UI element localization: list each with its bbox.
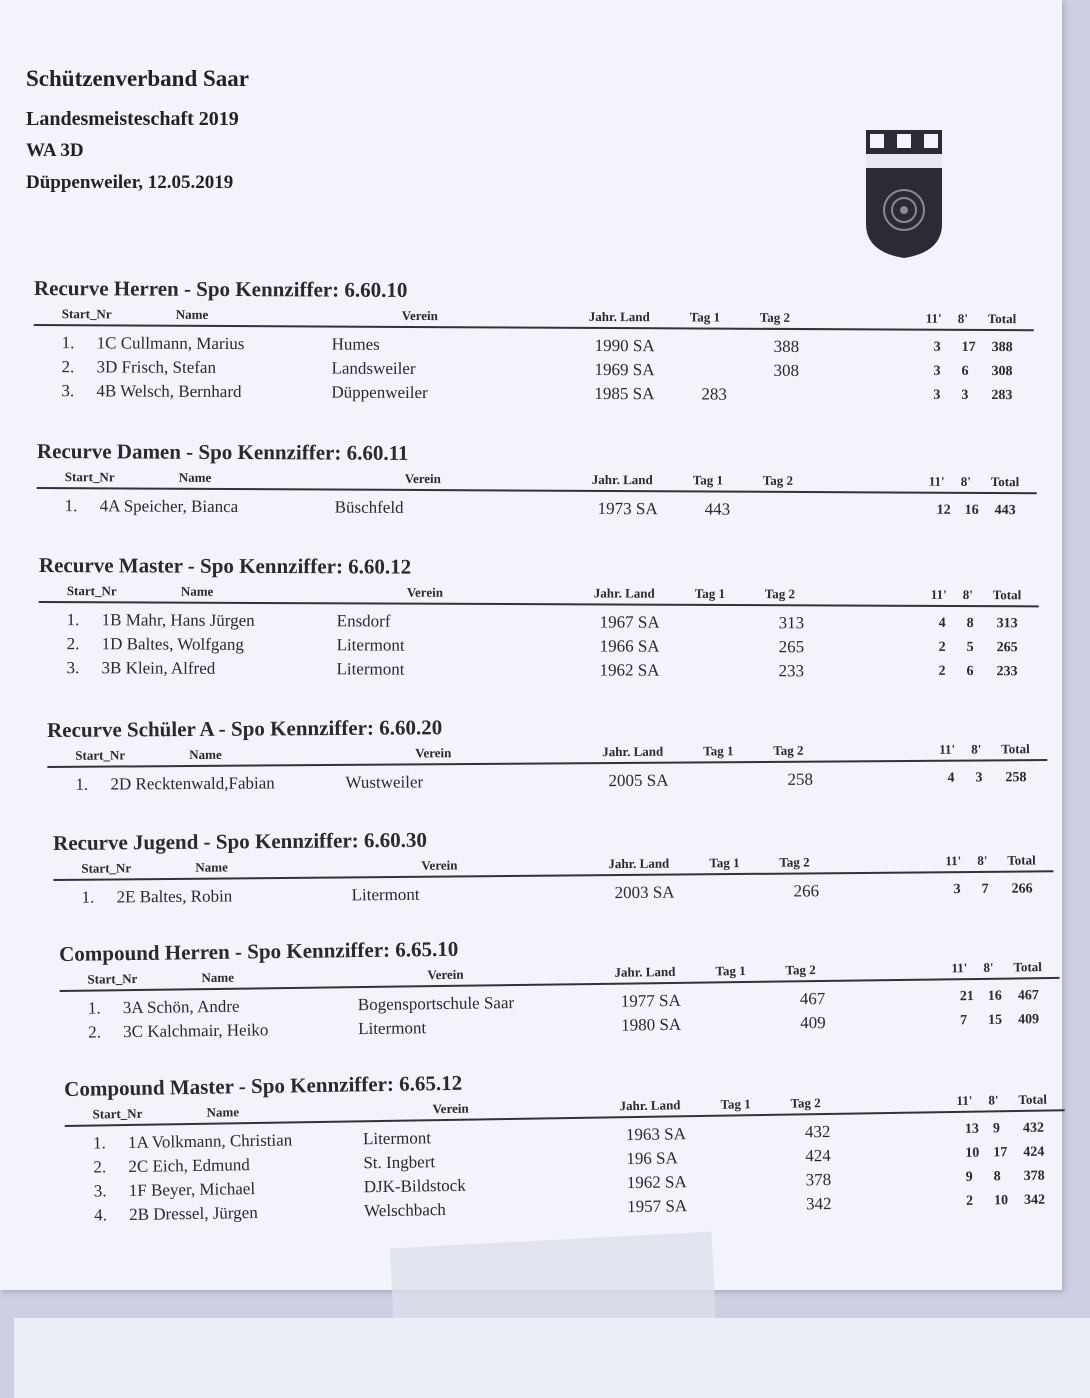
column-header-jahr-land: Jahr. Land	[593, 585, 655, 601]
column-header-acht: 8'	[983, 959, 994, 975]
cell-tag2: 313	[778, 613, 805, 633]
cell-elf: 12	[936, 502, 951, 518]
column-header-tag1: Tag 1	[692, 472, 724, 488]
cell-verein: Büschfeld	[334, 497, 404, 517]
cell-acht: 3	[961, 387, 969, 403]
cell-rank: 3.	[61, 381, 75, 401]
section-title: Recurve Damen - Spo Kennziffer: 6.60.11	[36, 439, 409, 465]
section-title: Recurve Herren - Spo Kennziffer: 6.60.10	[33, 276, 408, 302]
cell-tag2: 388	[773, 336, 800, 357]
cell-verein: Litermont	[351, 884, 420, 905]
cell-jahr-land: 1957 SA	[626, 1196, 688, 1217]
federation-logo-icon	[864, 128, 944, 260]
cell-start-name: 2B Dressel, Jürgen	[129, 1202, 258, 1224]
column-header-name: Name	[189, 746, 222, 763]
cell-elf: 3	[953, 882, 961, 898]
cell-tag2: 308	[773, 360, 800, 381]
column-header-start-nr: Start_Nr	[81, 860, 132, 876]
cell-jahr-land: 1985 SA	[594, 383, 655, 404]
cell-rank: 2.	[88, 1022, 102, 1042]
cell-verein: Litermont	[336, 659, 405, 679]
cell-start-name: 1F Beyer, Michael	[128, 1179, 256, 1200]
cell-jahr-land: 1963 SA	[625, 1124, 687, 1145]
section-title: Compound Herren - Spo Kennziffer: 6.65.10	[59, 936, 459, 966]
column-header-name: Name	[175, 306, 209, 322]
cell-start-name: 3C Kalchmair, Heiko	[123, 1020, 269, 1042]
column-header-verein: Verein	[432, 1100, 469, 1117]
cell-elf: 3	[933, 339, 941, 355]
table-row	[47, 768, 1047, 799]
cell-start-name: 4B Welsch, Bernhard	[96, 381, 242, 402]
column-header-jahr-land: Jahr. Land	[591, 471, 653, 488]
cell-total: 443	[994, 503, 1016, 519]
column-header-elf: 11'	[930, 586, 947, 602]
cell-rank: 1.	[92, 1133, 106, 1153]
column-header-verein: Verein	[427, 966, 464, 983]
cell-tag2: 258	[787, 769, 814, 789]
column-header-tag1: Tag 1	[709, 855, 740, 871]
cell-start-name: 4A Speicher, Bianca	[99, 496, 239, 517]
cell-tag2: 233	[778, 661, 805, 681]
column-header-jahr-land: Jahr. Land	[614, 963, 676, 980]
cell-total: 388	[991, 340, 1013, 356]
cell-tag2: 266	[793, 881, 820, 901]
column-header-tag2: Tag 2	[779, 854, 810, 870]
cell-total: 258	[1005, 770, 1027, 786]
cell-acht: 9	[992, 1121, 1001, 1137]
column-header-total: Total	[992, 587, 1022, 603]
cell-rank: 2.	[93, 1157, 107, 1177]
cell-tag1: 443	[704, 499, 731, 519]
cell-total: 342	[1023, 1192, 1046, 1208]
cell-verein: Welschbach	[363, 1200, 446, 1221]
column-header-acht: 8'	[977, 852, 988, 868]
section-0	[33, 276, 1034, 431]
column-header-total: Total	[987, 310, 1017, 327]
cell-elf: 13	[964, 1121, 980, 1137]
cell-acht: 8	[966, 616, 974, 632]
cell-acht: 17	[993, 1145, 1008, 1161]
cell-total: 265	[996, 640, 1018, 656]
cell-total: 409	[1018, 1012, 1040, 1028]
cell-rank: 1.	[75, 774, 89, 794]
column-header-name: Name	[180, 583, 214, 599]
cell-verein: St. Ingbert	[363, 1152, 436, 1173]
column-header-start-nr: Start_Nr	[87, 970, 138, 987]
column-header-start-nr: Start_Nr	[66, 583, 117, 599]
cell-tag2: 467	[799, 988, 826, 1009]
cell-start-name: 3D Frisch, Stefan	[96, 357, 217, 377]
column-header-elf: 11'	[956, 1092, 973, 1108]
column-header-jahr-land: Jahr. Land	[588, 308, 650, 325]
cell-elf: 7	[960, 1013, 968, 1029]
cell-start-name: 2C Eich, Edmund	[128, 1155, 250, 1176]
cell-rank: 4.	[94, 1205, 108, 1225]
column-header-total: Total	[990, 473, 1020, 490]
cell-rank: 2.	[66, 634, 80, 654]
section-6	[64, 1061, 1066, 1227]
cell-jahr-land: 1962 SA	[599, 660, 660, 680]
cell-acht: 15	[988, 1012, 1003, 1028]
cell-jahr-land: 1969 SA	[594, 359, 655, 380]
column-header-tag1: Tag 1	[720, 1096, 751, 1112]
cell-total: 432	[1022, 1120, 1045, 1136]
column-header-name: Name	[178, 469, 212, 485]
cell-verein: Düppenweiler	[331, 382, 428, 403]
cell-acht: 3	[975, 770, 983, 786]
cell-jahr-land: 1990 SA	[594, 335, 655, 356]
cell-start-name: 1D Baltes, Wolfgang	[101, 634, 244, 654]
cell-elf: 10	[965, 1145, 980, 1161]
column-header-verein: Verein	[401, 307, 438, 324]
column-header-elf: 11'	[925, 310, 942, 326]
column-header-jahr-land: Jahr. Land	[619, 1097, 681, 1114]
cell-rank: 1.	[61, 333, 75, 353]
column-header-verein: Verein	[406, 584, 443, 600]
cell-verein: Litermont	[358, 1018, 427, 1039]
column-header-acht: 8'	[962, 587, 973, 603]
cell-total: 266	[1011, 881, 1033, 897]
cell-verein: Ensdorf	[336, 611, 391, 631]
cell-elf: 4	[947, 770, 955, 786]
cell-elf: 2	[965, 1193, 974, 1209]
cell-tag2: 342	[805, 1193, 832, 1214]
cell-elf: 3	[933, 387, 941, 403]
cell-acht: 8	[993, 1169, 1001, 1185]
cell-tag2: 432	[804, 1121, 831, 1142]
cell-verein: DJK-Bildstock	[363, 1175, 466, 1197]
cell-verein: Humes	[331, 334, 380, 354]
column-header-verein: Verein	[404, 470, 441, 487]
cell-verein: Bogensportschule Saar	[357, 993, 515, 1015]
cell-start-name: 1C Cullmann, Marius	[96, 333, 245, 354]
cell-jahr-land: 196 SA	[626, 1148, 678, 1169]
cell-rank: 3.	[93, 1181, 107, 1201]
cell-verein: Landsweiler	[331, 358, 416, 378]
column-header-start-nr: Start_Nr	[92, 1105, 143, 1122]
cell-start-name: 3B Klein, Alfred	[101, 658, 216, 678]
cell-acht: 7	[981, 881, 989, 897]
column-header-total: Total	[1001, 741, 1030, 757]
section-title: Recurve Schüler A - Spo Kennziffer: 6.60.20	[47, 715, 443, 742]
cell-total: 424	[1023, 1144, 1045, 1160]
cell-jahr-land: 2005 SA	[608, 770, 669, 791]
cell-tag2: 409	[799, 1012, 826, 1033]
cell-tag2: 378	[805, 1169, 832, 1190]
table-row	[33, 381, 1033, 410]
column-header-acht: 8'	[960, 473, 971, 489]
table-row	[38, 658, 1038, 686]
column-header-tag1: Tag 1	[689, 309, 721, 325]
cell-rank: 1.	[66, 610, 80, 630]
column-header-tag2: Tag 2	[790, 1095, 821, 1111]
cell-acht: 17	[961, 339, 976, 355]
section-2	[38, 553, 1039, 707]
cell-elf: 21	[959, 989, 974, 1005]
cell-total: 378	[1023, 1168, 1045, 1184]
column-header-jahr-land: Jahr. Land	[602, 743, 664, 760]
cell-acht: 6	[966, 664, 974, 680]
cell-tag2: 265	[778, 637, 805, 657]
column-header-acht: 8'	[988, 1092, 999, 1108]
cell-rank: 3.	[66, 658, 80, 678]
column-header-elf: 11'	[951, 960, 968, 976]
column-header-acht: 8'	[971, 741, 982, 757]
column-header-elf: 11'	[945, 853, 962, 869]
column-header-total: Total	[1018, 1091, 1048, 1108]
table-row	[53, 879, 1053, 912]
cell-start-name: 1A Volkmann, Christian	[127, 1130, 293, 1153]
cell-total: 308	[991, 364, 1013, 380]
cell-verein: Litermont	[362, 1128, 432, 1149]
place-date: Düppenweiler, 12.05.2019	[26, 172, 234, 193]
cell-acht: 5	[966, 640, 974, 656]
column-header-jahr-land: Jahr. Land	[608, 855, 670, 872]
column-header-tag2: Tag 2	[759, 309, 791, 325]
cell-total: 467	[1017, 988, 1039, 1004]
cell-jahr-land: 1966 SA	[599, 636, 660, 656]
cell-total: 233	[996, 664, 1018, 680]
cell-elf: 2	[938, 663, 946, 679]
section-title: Recurve Master - Spo Kennziffer: 6.60.12	[38, 553, 412, 579]
cell-jahr-land: 1962 SA	[626, 1172, 687, 1193]
federation-title: Schützenverband Saar	[26, 66, 249, 91]
cell-elf: 4	[938, 615, 946, 631]
column-header-verein: Verein	[415, 745, 452, 761]
cell-total: 283	[991, 388, 1013, 404]
cell-elf: 3	[933, 363, 941, 379]
column-header-start-nr: Start_Nr	[61, 306, 112, 322]
column-header-acht: 8'	[957, 310, 968, 326]
column-header-verein: Verein	[421, 857, 458, 873]
cell-verein: Litermont	[336, 635, 405, 655]
column-header-total: Total	[1013, 959, 1042, 975]
cell-tag2: 424	[805, 1145, 831, 1166]
cell-start-name: 2E Baltes, Robin	[116, 886, 233, 907]
section-title: Recurve Jugend - Spo Kennziffer: 6.60.30	[53, 827, 428, 855]
cell-rank: 1.	[81, 887, 95, 907]
table-row	[37, 496, 1037, 525]
cell-jahr-land: 1967 SA	[599, 612, 660, 632]
column-header-name: Name	[206, 1104, 240, 1120]
cell-acht: 10	[993, 1193, 1009, 1209]
discipline-title: WA 3D	[26, 140, 84, 161]
cell-tag1: 283	[701, 384, 727, 404]
column-header-tag2: Tag 2	[785, 962, 816, 978]
cell-acht: 6	[961, 363, 969, 379]
cell-start-name: 1B Mahr, Hans Jürgen	[101, 610, 255, 630]
cell-total: 313	[996, 616, 1018, 632]
cell-jahr-land: 1973 SA	[597, 498, 658, 519]
cell-jahr-land: 1977 SA	[620, 990, 681, 1011]
column-header-tag2: Tag 2	[764, 586, 796, 602]
championship-title: Landesmeisteschaft 2019	[26, 108, 239, 130]
column-header-elf: 11'	[939, 741, 956, 757]
column-header-start-nr: Start_Nr	[75, 747, 126, 763]
cell-start-name: 3A Schön, Andre	[122, 996, 240, 1018]
column-header-tag2: Tag 2	[762, 472, 794, 488]
column-header-tag1: Tag 1	[694, 585, 726, 601]
cell-jahr-land: 2003 SA	[614, 882, 675, 903]
column-header-total: Total	[1007, 852, 1036, 868]
cell-verein: Wustweiler	[345, 772, 424, 792]
column-header-tag2: Tag 2	[773, 742, 804, 758]
column-header-name: Name	[195, 859, 228, 875]
cell-elf: 2	[938, 639, 946, 655]
cell-elf: 9	[965, 1169, 973, 1185]
cell-rank: 1.	[87, 998, 101, 1018]
cell-start-name: 2D Recktenwald,Fabian	[110, 773, 275, 794]
cell-jahr-land: 1980 SA	[621, 1014, 682, 1035]
cell-acht: 16	[987, 988, 1002, 1004]
cell-rank: 2.	[61, 357, 75, 377]
cell-rank: 1.	[64, 496, 78, 516]
column-header-tag1: Tag 1	[715, 963, 746, 979]
section-title: Compound Master - Spo Kennziffer: 6.65.12	[64, 1070, 463, 1101]
cell-acht: 16	[964, 502, 979, 518]
next-page-edge	[14, 1318, 1090, 1398]
column-header-elf: 11'	[928, 473, 945, 489]
column-header-tag1: Tag 1	[703, 743, 734, 759]
column-header-start-nr: Start_Nr	[64, 469, 115, 485]
column-header-name: Name	[201, 969, 235, 986]
